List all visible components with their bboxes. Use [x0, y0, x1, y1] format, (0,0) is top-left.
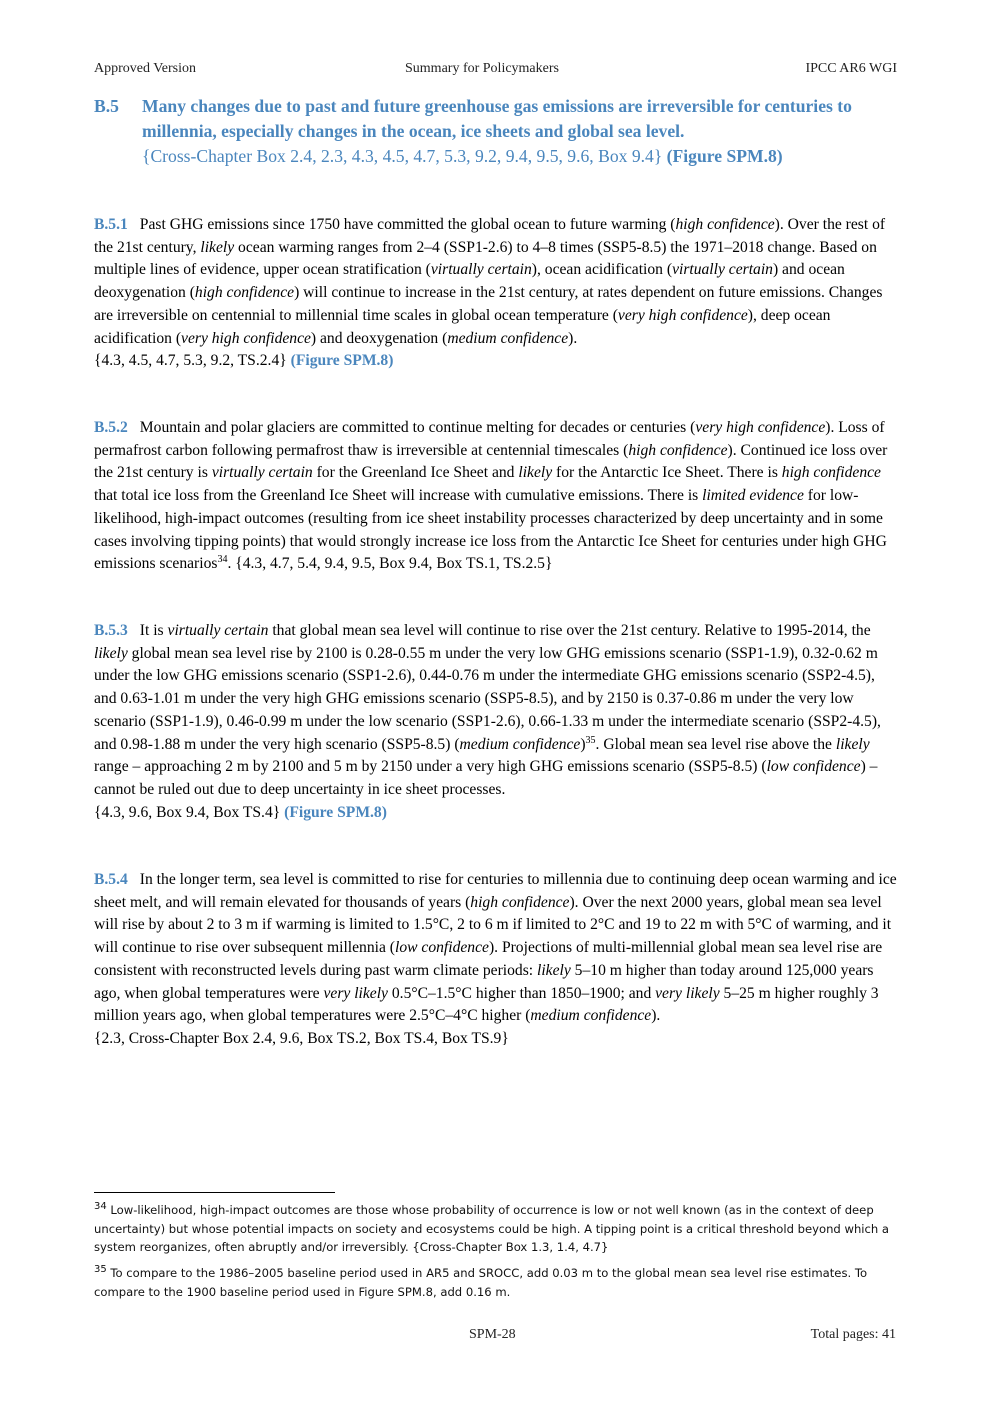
- text: ), deep ocean acidification (: [94, 306, 831, 347]
- text: that total ice loss from the Greenland Ice Sheet will increase with cumulative emissions. There is: [94, 487, 703, 505]
- text: for the Antarctic Ice Sheet. There is: [552, 464, 782, 482]
- section-heading: [94, 94, 900, 169]
- text: ocean warming ranges from 2–4 (SSP1-2.6) to 4–8 times (SSP5-8.5) the 1971–2018 change. Based on multiple lines of evidence, upper ocean stratification (: [94, 238, 877, 279]
- footnote-35: [94, 1264, 899, 1301]
- footnote-34: [94, 1201, 899, 1257]
- text: ). Over the next 2000 years, global mean sea level will rise by about 2 to 3 m if warming is limited to 1.5°C, 2 to 6 m if limited to 2°C and 19 to 22 m with 5°C of warming, and it will continue to rise over subsequent millennia (: [94, 893, 892, 957]
- page-number: SPM-28: [469, 1327, 516, 1342]
- paragraph-b52: [94, 417, 899, 576]
- confidence-term: low confidence: [394, 939, 489, 957]
- header-center: Summary for Policymakers: [405, 61, 559, 76]
- text: ) and deoxygenation (: [310, 329, 448, 347]
- confidence-term: very high confidence: [695, 419, 826, 436]
- confidence-term: high confidence: [675, 216, 775, 233]
- confidence-term: very likely: [655, 984, 720, 1002]
- text: ) and ocean deoxygenation (: [94, 261, 845, 302]
- section-figure-link[interactable]: (Figure SPM.8): [666, 146, 783, 166]
- text: 5–10 m higher than today around 125,000 years ago, when global temperatures were: [94, 961, 874, 1002]
- paragraph-number: B.5.3: [94, 622, 128, 639]
- confidence-term: virtually certain: [211, 464, 313, 482]
- text: ). Projections of multi-millennial global mean sea level rise are consistent with reconstructed levels during past warm climate periods:: [94, 939, 883, 979]
- references: {2.3, Cross-Chapter Box 2.4, 9.6, Box TS.2, Box TS.4, Box TS.9}: [94, 1029, 509, 1047]
- header-left: Approved Version: [94, 61, 197, 76]
- confidence-term: likely: [537, 961, 571, 979]
- section-title: Many changes due to past and future greenhouse gas emissions are irreversible for centuries to millennia, especially changes in the ocean, ice sheets and global sea level.: [142, 96, 852, 141]
- confidence-term: likely: [94, 644, 128, 662]
- footnote-text: To compare to the 1986–2005 baseline period used in AR5 and SROCC, add 0.03 m to the global mean sea level rise estimates. To compare to the 1900 baseline period used in Figure SPM.8, add 0.16 m.: [94, 1266, 868, 1299]
- text: Mountain and polar glaciers are committed to continue melting for decades or centuries (: [139, 419, 696, 436]
- confidence-term: likely: [835, 735, 870, 753]
- text: . {4.3, 4.7, 5.4, 9.4, 9.5, Box 9.4, Box TS.1, TS.2.5}: [227, 555, 553, 573]
- header-right: IPCC AR6 WGI: [805, 61, 897, 76]
- references: {4.3, 9.6, Box 9.4, Box TS.4}: [94, 803, 281, 821]
- paragraph-b51: [94, 214, 899, 373]
- paragraph-number: B.5.2: [94, 419, 128, 436]
- figure-link[interactable]: (Figure SPM.8): [284, 803, 387, 821]
- text: ). Loss of permafrost carbon following permafrost thaw is irreversible at centennial timescales (: [94, 419, 885, 459]
- paragraph-number: B.5.1: [94, 216, 128, 233]
- text: In the longer term, sea level is committed to rise for centuries to millennia due to continuing deep ocean warming and ice sheet melt, and will remain elevated for thousands of years (: [94, 871, 897, 911]
- text: 5–25 m higher roughly 3 million years ago, when global temperatures were 2.5°C–4°C higher (: [94, 984, 879, 1025]
- text: ) will continue to increase in the 21st century, at rates dependent on future emissions. Changes are irreversible on centennial to millennial time scales in global ocean temperature (: [94, 284, 883, 324]
- text: ), ocean acidification (: [531, 261, 673, 279]
- section-refs: {Cross-Chapter Box 2.4, 2.3, 4.3, 4.5, 4.7, 5.3, 9.2, 9.4, 9.5, 9.6, Box 9.4}: [142, 146, 663, 166]
- footnote-number: 34: [94, 1201, 107, 1213]
- confidence-term: high confidence: [470, 893, 570, 911]
- footnote-ref[interactable]: 35: [585, 734, 596, 746]
- confidence-term: likely: [200, 238, 235, 256]
- text: ). Continued ice loss over the 21st century is: [94, 441, 888, 482]
- footnote-number: 35: [94, 1264, 107, 1276]
- paragraph-number: B.5.4: [94, 871, 128, 888]
- text: for low-likelihood, high-impact outcomes (resulting from ice sheet instability processes characterized by deep uncertainty and in some cases involving tipping points) that would strongly increase ice loss from the Antarctic Ice Sheet for centuries under high GHG emissions scenarios: [94, 487, 887, 573]
- confidence-term: high confidence: [194, 284, 295, 302]
- text: global mean sea level rise by 2100 is 0.28-0.55 m under the very low GHG emissions scenario (SSP1-1.9), 0.32-0.62 m under the low GHG emissions scenario (SSP1-2.6), 0.44-0.76 m under the intermediate GHG emissions scenario (SSP2-4.5), and 0.63-1.01 m under the very high GHG emissions scenario (SSP5-8.5), and by 2150 is 0.37-0.86 m under the very low scenario (SSP1-1.9), 0.46-0.99 m under the low scenario (SSP1-2.6), 0.66-1.33 m under the intermediate scenario (SSP2-4.5), and 0.98-1.88 m under the very high scenario (SSP5-8.5) (: [94, 644, 881, 753]
- footnote-divider: [94, 1192, 335, 1193]
- footnote-text: Low-likelihood, high-impact outcomes are those whose probability of occurrence is low or not well known (as in the context of deep uncertainty) but whose potential impacts on society and ecosystems could be high. A tipping point is a critical threshold beyond which a system reorganizes, often abruptly and/or irreversibly. {Cross-Chapter Box 1.3, 1.4, 4.7}: [94, 1203, 890, 1254]
- confidence-term: high confidence: [781, 464, 881, 482]
- confidence-term: medium confidence: [447, 329, 569, 347]
- text: 0.5°C–1.5°C higher than 1850–1900; and: [387, 984, 656, 1002]
- text: ).: [651, 1007, 661, 1025]
- confidence-term: very high confidence: [181, 329, 311, 347]
- confidence-term: likely: [518, 464, 553, 482]
- confidence-term: virtually certain: [672, 261, 773, 279]
- text: ).: [568, 329, 578, 347]
- section-number: B.5: [94, 96, 119, 116]
- text: that global mean sea level will continue to rise over the 21st century. Relative to 1995-2014, the: [268, 622, 871, 639]
- text: . Global mean sea level rise above the: [595, 735, 836, 753]
- text: ) – cannot be ruled out due to deep uncertainty in ice sheet processes.: [94, 758, 878, 798]
- confidence-term: medium confidence: [530, 1007, 652, 1025]
- text: ). Over the rest of the 21st century,: [94, 216, 886, 256]
- text: Past GHG emissions since 1750 have committed the global ocean to future warming (: [139, 216, 676, 233]
- confidence-term: high confidence: [628, 441, 728, 459]
- confidence-term: virtually certain: [167, 622, 269, 639]
- confidence-term: very likely: [323, 984, 388, 1002]
- text: ): [580, 735, 586, 753]
- confidence-term: low confidence: [766, 758, 861, 776]
- text: It is: [139, 622, 168, 639]
- paragraph-b54: [94, 869, 899, 1051]
- confidence-term: limited evidence: [702, 487, 804, 505]
- confidence-term: virtually certain: [430, 261, 532, 279]
- figure-link[interactable]: (Figure SPM.8): [290, 352, 394, 370]
- text: range – approaching 2 m by 2100 and 5 m by 2150 under a very high GHG emissions scenario (SSP5-8.5) (: [94, 758, 767, 776]
- references: {4.3, 4.5, 4.7, 5.3, 9.2, TS.2.4}: [94, 352, 287, 370]
- footnote-ref[interactable]: 34: [217, 554, 228, 566]
- paragraph-b53: [94, 620, 899, 824]
- confidence-term: very high confidence: [617, 306, 748, 324]
- text: for the Greenland Ice Sheet and: [312, 464, 519, 482]
- confidence-term: medium confidence: [459, 735, 581, 753]
- total-pages: Total pages: 41: [810, 1327, 896, 1342]
